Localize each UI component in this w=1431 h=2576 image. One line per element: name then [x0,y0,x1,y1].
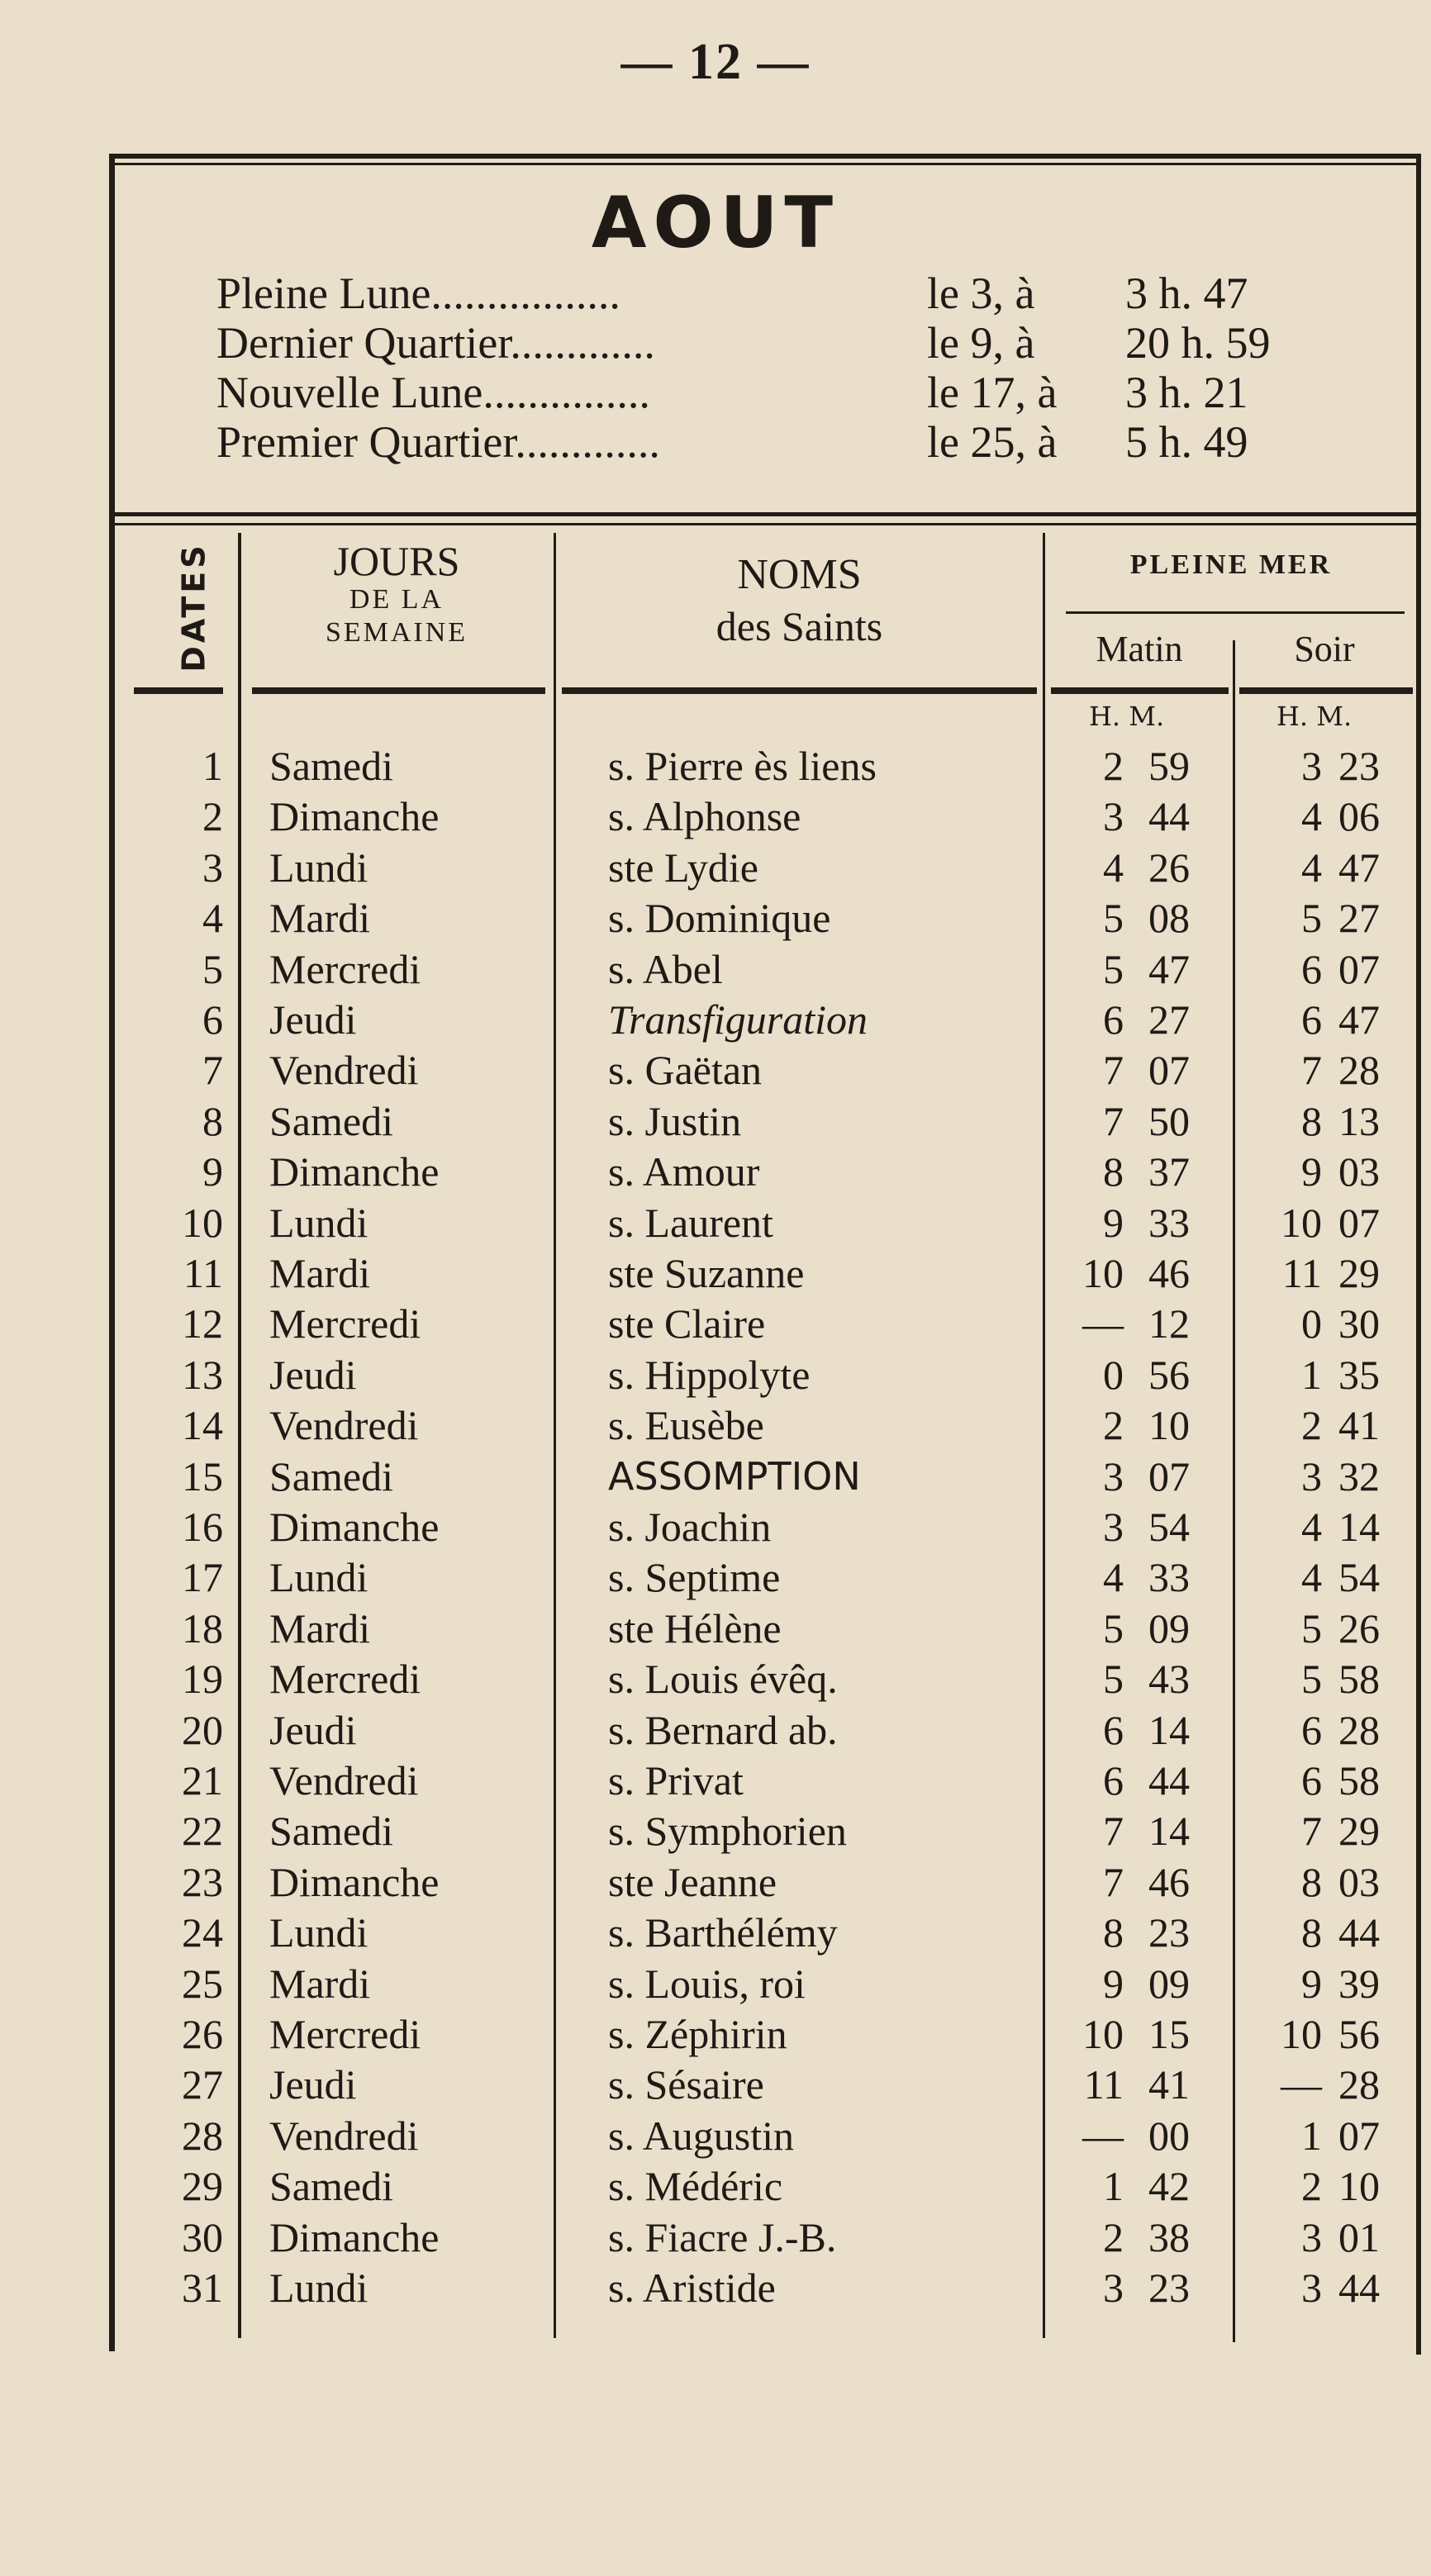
saint-name: s. Symphorien [608,1808,847,1854]
morning-tide-minute: 08 [1148,895,1190,941]
header-underline-dates [134,687,223,694]
table-row [0,1552,1431,1603]
day-number: 2 [202,793,223,839]
weekday: Samedi [269,1098,393,1144]
weekday: Mercredi [269,1656,421,1702]
jours-header [248,537,545,651]
jours-header-line1: JOURS [333,538,460,584]
table-row [0,1756,1431,1806]
table-row [0,2009,1431,2060]
evening-tide-hour: 6 [1301,946,1322,992]
table-row [0,1198,1431,1248]
table-row [0,1147,1431,1197]
evening-tide-minute: 01 [1338,2214,1380,2260]
table-row [0,944,1431,995]
weekday: Mardi [269,895,371,941]
table-row [0,1604,1431,1654]
phase-name: Nouvelle Lune............... [216,368,650,417]
morning-tide-hour: 9 [1103,1961,1124,2007]
morning-tide-hour: 7 [1103,1859,1124,1905]
morning-tide-minute: 54 [1148,1504,1190,1550]
morning-tide-hour: 6 [1103,996,1124,1043]
morning-tide-minute: 42 [1148,2163,1190,2209]
jours-header-line2: DE LA [349,584,445,615]
morning-tide-hour: 4 [1103,844,1124,891]
evening-tide-hour: 3 [1301,743,1322,789]
morning-tide-hour: 2 [1103,1402,1124,1448]
morning-tide-minute: 12 [1148,1300,1190,1347]
table-row [0,2161,1431,2212]
weekday: Mercredi [269,2011,421,2057]
morning-tide-hour: 2 [1103,743,1124,789]
day-number: 15 [182,1453,223,1499]
phase-name: Dernier Quartier............. [216,318,655,368]
evening-tide-hour: 4 [1301,844,1322,891]
saint-name: ste Suzanne [608,1250,805,1296]
table-row [0,2263,1431,2313]
saint-name: s. Zéphirin [608,2011,787,2057]
evening-tide-minute: 29 [1338,1808,1380,1854]
weekday: Vendredi [269,1402,419,1448]
moon-phases [216,269,1373,467]
morning-tide-hour: 6 [1103,1757,1124,1804]
weekday: Lundi [269,1200,368,1246]
noms-header-line2: des Saints [716,603,883,649]
morning-tide-hour: 10 [1082,1250,1124,1296]
day-number: 27 [182,2061,223,2108]
phase-name: Premier Quartier............. [216,417,660,467]
table-row [0,791,1431,842]
dates-header-text: DATES [176,542,212,673]
weekday: Vendredi [269,1047,419,1093]
day-number: 13 [182,1352,223,1398]
evening-tide-hour: 8 [1301,1098,1322,1144]
day-number: 25 [182,1961,223,2007]
morning-tide-minute: 44 [1148,1757,1190,1804]
table-row [0,1248,1431,1299]
moon-phase-item [216,417,1373,467]
page-number: — 12 — [620,34,811,90]
morning-tide-minute: 37 [1148,1148,1190,1195]
evening-tide-minute: 07 [1338,1200,1380,1246]
evening-tide-minute: 28 [1338,1707,1380,1753]
morning-tide-hour: 1 [1103,2163,1124,2209]
evening-tide-hour: 5 [1301,1656,1322,1702]
morning-tide-hour: 8 [1103,1909,1124,1956]
pleine-mer-underline [1066,611,1405,614]
day-number: 21 [182,1757,223,1804]
saint-name: s. Hippolyte [608,1352,811,1398]
month-title: AOUT [591,182,840,264]
saint-name: ste Claire [608,1300,766,1347]
morning-tide-hour: 8 [1103,1148,1124,1195]
evening-tide-minute: 10 [1338,2163,1380,2209]
evening-tide-hour: 1 [1301,1352,1322,1398]
saint-name: s. Abel [608,946,723,992]
evening-tide-minute: 29 [1338,1250,1380,1296]
morning-tide-minute: 41 [1148,2061,1190,2108]
day-number: 31 [182,2265,223,2311]
phase-time: 20 h. 59 [1125,318,1271,368]
table-row [0,741,1431,791]
morning-tide-minute: 23 [1148,2265,1190,2311]
morning-tide-hour: 5 [1103,1605,1124,1652]
morning-tide-hour: 11 [1083,2061,1124,2108]
morning-tide-minute: 09 [1148,1605,1190,1652]
day-number: 18 [182,1605,223,1652]
morning-tide-hour: 7 [1103,1047,1124,1093]
evening-tide-hour: 5 [1301,895,1322,941]
saint-name: s. Médéric [608,2163,783,2209]
table-row [0,2212,1431,2263]
evening-tide-minute: 58 [1338,1757,1380,1804]
saint-name: s. Gaëtan [608,1047,763,1093]
morning-tide-minute: 46 [1148,1859,1190,1905]
table-row [0,1654,1431,1704]
saint-name: s. Privat [608,1757,744,1804]
day-number: 24 [182,1909,223,1956]
evening-tide-minute: 35 [1338,1352,1380,1398]
jours-header-line3: SEMAINE [325,617,468,648]
evening-tide-minute: 44 [1338,2265,1380,2311]
day-number: 3 [202,844,223,891]
weekday: Mardi [269,1250,371,1296]
noms-header [562,549,1037,652]
morning-tide-hour: 2 [1103,2214,1124,2260]
morning-tide-minute: 59 [1148,743,1190,789]
table-row [0,1096,1431,1147]
morning-tide-hour: — [1082,1300,1124,1347]
noms-header-line1: NOMS [737,551,862,598]
evening-tide-hour: 4 [1301,1554,1322,1600]
evening-tide-hour: 4 [1301,793,1322,839]
morning-tide-minute: 27 [1148,996,1190,1043]
day-number: 26 [182,2011,223,2057]
morning-tide-hour: 10 [1082,2011,1124,2057]
morning-tide-minute: 26 [1148,844,1190,891]
day-number: 9 [202,1148,223,1195]
evening-tide-hour: 0 [1301,1300,1322,1347]
morning-tide-minute: 14 [1148,1707,1190,1753]
morning-tide-hour: 3 [1103,1504,1124,1550]
pleine-mer-header: PLEINE MER [1129,549,1333,580]
evening-tide-minute: 03 [1338,1859,1380,1905]
weekday: Samedi [269,2163,393,2209]
saint-name: s. Sésaire [608,2061,764,2108]
saint-name: ste Lydie [608,844,758,891]
evening-tide-hour: 3 [1301,1453,1322,1499]
day-number: 10 [182,1200,223,1246]
evening-tide-minute: 41 [1338,1402,1380,1448]
day-number: 1 [202,743,223,789]
day-number: 8 [202,1098,223,1144]
dates-header [169,542,219,673]
evening-tide-hour: 7 [1301,1047,1322,1093]
evening-tide-hour: 9 [1301,1961,1322,2007]
saint-name: s. Bernard ab. [608,1707,838,1753]
weekday: Mardi [269,1961,371,2007]
morning-tide-minute: 47 [1148,946,1190,992]
evening-tide-minute: 44 [1338,1909,1380,1956]
header-underline-soir [1239,687,1413,694]
day-number: 23 [182,1859,223,1905]
phase-name: Pleine Lune................. [216,269,620,318]
evening-tide-hour: 1 [1301,2113,1322,2159]
morning-tide-hour: — [1082,2113,1124,2159]
morning-tide-minute: 14 [1148,1808,1190,1854]
saint-name: s. Louis, roi [608,1961,806,2007]
morning-tide-hour: 7 [1103,1098,1124,1144]
day-number: 16 [182,1504,223,1550]
weekday: Samedi [269,1453,393,1499]
morning-tide-minute: 00 [1148,2113,1190,2159]
saint-name: s. Laurent [608,1200,773,1246]
units-matin: H. M. [1089,701,1165,732]
table-row [0,1959,1431,2009]
phase-date: le 17, à [927,368,1058,417]
evening-tide-hour: 10 [1281,1200,1322,1246]
saint-name: s. Aristide [608,2265,776,2311]
morning-tide-hour: 3 [1103,1453,1124,1499]
weekday: Jeudi [269,2061,357,2108]
morning-tide-hour: 0 [1103,1352,1124,1398]
evening-tide-minute: 14 [1338,1504,1380,1550]
table-row [0,1045,1431,1096]
saint-name: s. Fiacre J.-B. [608,2214,837,2260]
evening-tide-minute: 26 [1338,1605,1380,1652]
saint-name: s. Barthélémy [608,1909,838,1956]
saint-name: ste Hélène [608,1605,782,1652]
morning-tide-minute: 56 [1148,1352,1190,1398]
morning-tide-minute: 50 [1148,1098,1190,1144]
evening-tide-minute: 58 [1338,1656,1380,1702]
table-row [0,1299,1431,1349]
evening-tide-hour: 2 [1301,1402,1322,1448]
weekday: Jeudi [269,1352,357,1398]
weekday: Jeudi [269,996,357,1043]
saint-name: s. Amour [608,1148,760,1195]
morning-tide-minute: 09 [1148,1961,1190,2007]
header-underline-jours [252,687,545,694]
moon-phase-item [216,318,1373,368]
evening-tide-minute: 13 [1338,1098,1380,1144]
morning-tide-hour: 7 [1103,1808,1124,1854]
evening-tide-hour: 10 [1281,2011,1322,2057]
evening-tide-hour: 5 [1301,1605,1322,1652]
weekday: Samedi [269,1808,393,1854]
morning-tide-minute: 46 [1148,1250,1190,1296]
weekday: Dimanche [269,1148,440,1195]
evening-tide-minute: 03 [1338,1148,1380,1195]
weekday: Lundi [269,1909,368,1956]
weekday: Mercredi [269,1300,421,1347]
table-row [0,1857,1431,1908]
evening-tide-minute: 27 [1338,895,1380,941]
table-row [0,1806,1431,1856]
matin-header: Matin [1096,629,1183,669]
evening-tide-hour: 8 [1301,1909,1322,1956]
weekday: Jeudi [269,1707,357,1753]
evening-tide-minute: 23 [1338,743,1380,789]
morning-tide-minute: 23 [1148,1909,1190,1956]
table-row [0,1502,1431,1552]
weekday: Dimanche [269,1859,440,1905]
saint-name: ste Jeanne [608,1859,777,1905]
phase-date: le 9, à [927,318,1035,368]
day-number: 28 [182,2113,223,2159]
weekday: Lundi [269,1554,368,1600]
morning-tide-hour: 6 [1103,1707,1124,1753]
top-rule [109,154,1421,165]
morning-tide-minute: 33 [1148,1554,1190,1600]
weekday: Vendredi [269,1757,419,1804]
table-row [0,893,1431,943]
evening-tide-minute: 07 [1338,946,1380,992]
phase-time: 3 h. 21 [1125,368,1248,417]
evening-tide-minute: 30 [1338,1300,1380,1347]
evening-tide-minute: 54 [1338,1554,1380,1600]
weekday: Lundi [269,2265,368,2311]
saint-name: s. Joachin [608,1504,772,1550]
morning-tide-minute: 07 [1148,1453,1190,1499]
evening-tide-hour: — [1281,2061,1322,2108]
weekday: Lundi [269,844,368,891]
day-number: 17 [182,1554,223,1600]
saint-name: s. Eusèbe [608,1402,764,1448]
table-row [0,2111,1431,2161]
morning-tide-minute: 15 [1148,2011,1190,2057]
evening-tide-minute: 47 [1338,844,1380,891]
table-row [0,2060,1431,2110]
morning-tide-hour: 4 [1103,1554,1124,1600]
table-row [0,1705,1431,1756]
evening-tide-minute: 56 [1338,2011,1380,2057]
moon-phase-item [216,368,1373,417]
phase-date: le 25, à [927,417,1058,467]
day-number: 12 [182,1300,223,1347]
saint-name: s. Augustin [608,2113,795,2159]
day-number: 6 [202,996,223,1043]
evening-tide-hour: 8 [1301,1859,1322,1905]
day-number: 30 [182,2214,223,2260]
phase-time: 3 h. 47 [1125,269,1248,318]
morning-tide-hour: 3 [1103,793,1124,839]
evening-tide-hour: 6 [1301,1757,1322,1804]
evening-tide-hour: 7 [1301,1808,1322,1854]
day-number: 19 [182,1656,223,1702]
evening-tide-minute: 28 [1338,1047,1380,1093]
evening-tide-minute: 06 [1338,793,1380,839]
evening-tide-minute: 39 [1338,1961,1380,2007]
section-divider [109,512,1421,525]
table-row [0,843,1431,893]
morning-tide-minute: 43 [1148,1656,1190,1702]
soir-header: Soir [1294,629,1355,669]
evening-tide-hour: 9 [1301,1148,1322,1195]
weekday: Dimanche [269,793,440,839]
header-underline-matin [1051,687,1229,694]
day-number: 7 [202,1047,223,1093]
day-number: 4 [202,895,223,941]
saint-name: s. Louis évêq. [608,1656,838,1702]
moon-phase-item [216,269,1373,318]
morning-tide-minute: 44 [1148,793,1190,839]
day-number: 5 [202,946,223,992]
table-row [0,1350,1431,1400]
day-number: 14 [182,1402,223,1448]
evening-tide-hour: 11 [1281,1250,1322,1296]
table-row [0,1400,1431,1451]
weekday: Mercredi [269,946,421,992]
weekday: Dimanche [269,2214,440,2260]
day-number: 22 [182,1808,223,1854]
weekday: Dimanche [269,1504,440,1550]
evening-tide-minute: 07 [1338,2113,1380,2159]
table-row [0,1452,1431,1502]
evening-tide-hour: 3 [1301,2214,1322,2260]
units-soir: H. M. [1276,701,1353,732]
morning-tide-hour: 3 [1103,2265,1124,2311]
morning-tide-minute: 07 [1148,1047,1190,1093]
header-underline-noms [562,687,1037,694]
evening-tide-minute: 32 [1338,1453,1380,1499]
saint-name: s. Justin [608,1098,742,1144]
saint-name: s. Alphonse [608,793,801,839]
saint-name: s. Pierre ès liens [608,743,877,789]
morning-tide-minute: 10 [1148,1402,1190,1448]
evening-tide-hour: 3 [1301,2265,1322,2311]
morning-tide-hour: 9 [1103,1200,1124,1246]
day-number: 20 [182,1707,223,1753]
weekday: Vendredi [269,2113,419,2159]
table-row [0,1908,1431,1958]
weekday: Mardi [269,1605,371,1652]
phase-time: 5 h. 49 [1125,417,1248,467]
saint-name: ASSOMPTION [608,1454,861,1499]
saint-name: s. Septime [608,1554,781,1600]
evening-tide-minute: 28 [1338,2061,1380,2108]
morning-tide-hour: 5 [1103,1656,1124,1702]
evening-tide-hour: 2 [1301,2163,1322,2209]
saint-name: Transfiguration [608,996,868,1043]
day-number: 29 [182,2163,223,2209]
saint-name: s. Dominique [608,895,831,941]
morning-tide-minute: 33 [1148,1200,1190,1246]
morning-tide-hour: 5 [1103,895,1124,941]
morning-tide-minute: 38 [1148,2214,1190,2260]
morning-tide-hour: 5 [1103,946,1124,992]
evening-tide-hour: 4 [1301,1504,1322,1550]
weekday: Samedi [269,743,393,789]
phase-date: le 3, à [927,269,1035,318]
evening-tide-minute: 47 [1338,996,1380,1043]
day-number: 11 [183,1250,223,1296]
evening-tide-hour: 6 [1301,996,1322,1043]
table-row [0,995,1431,1045]
evening-tide-hour: 6 [1301,1707,1322,1753]
